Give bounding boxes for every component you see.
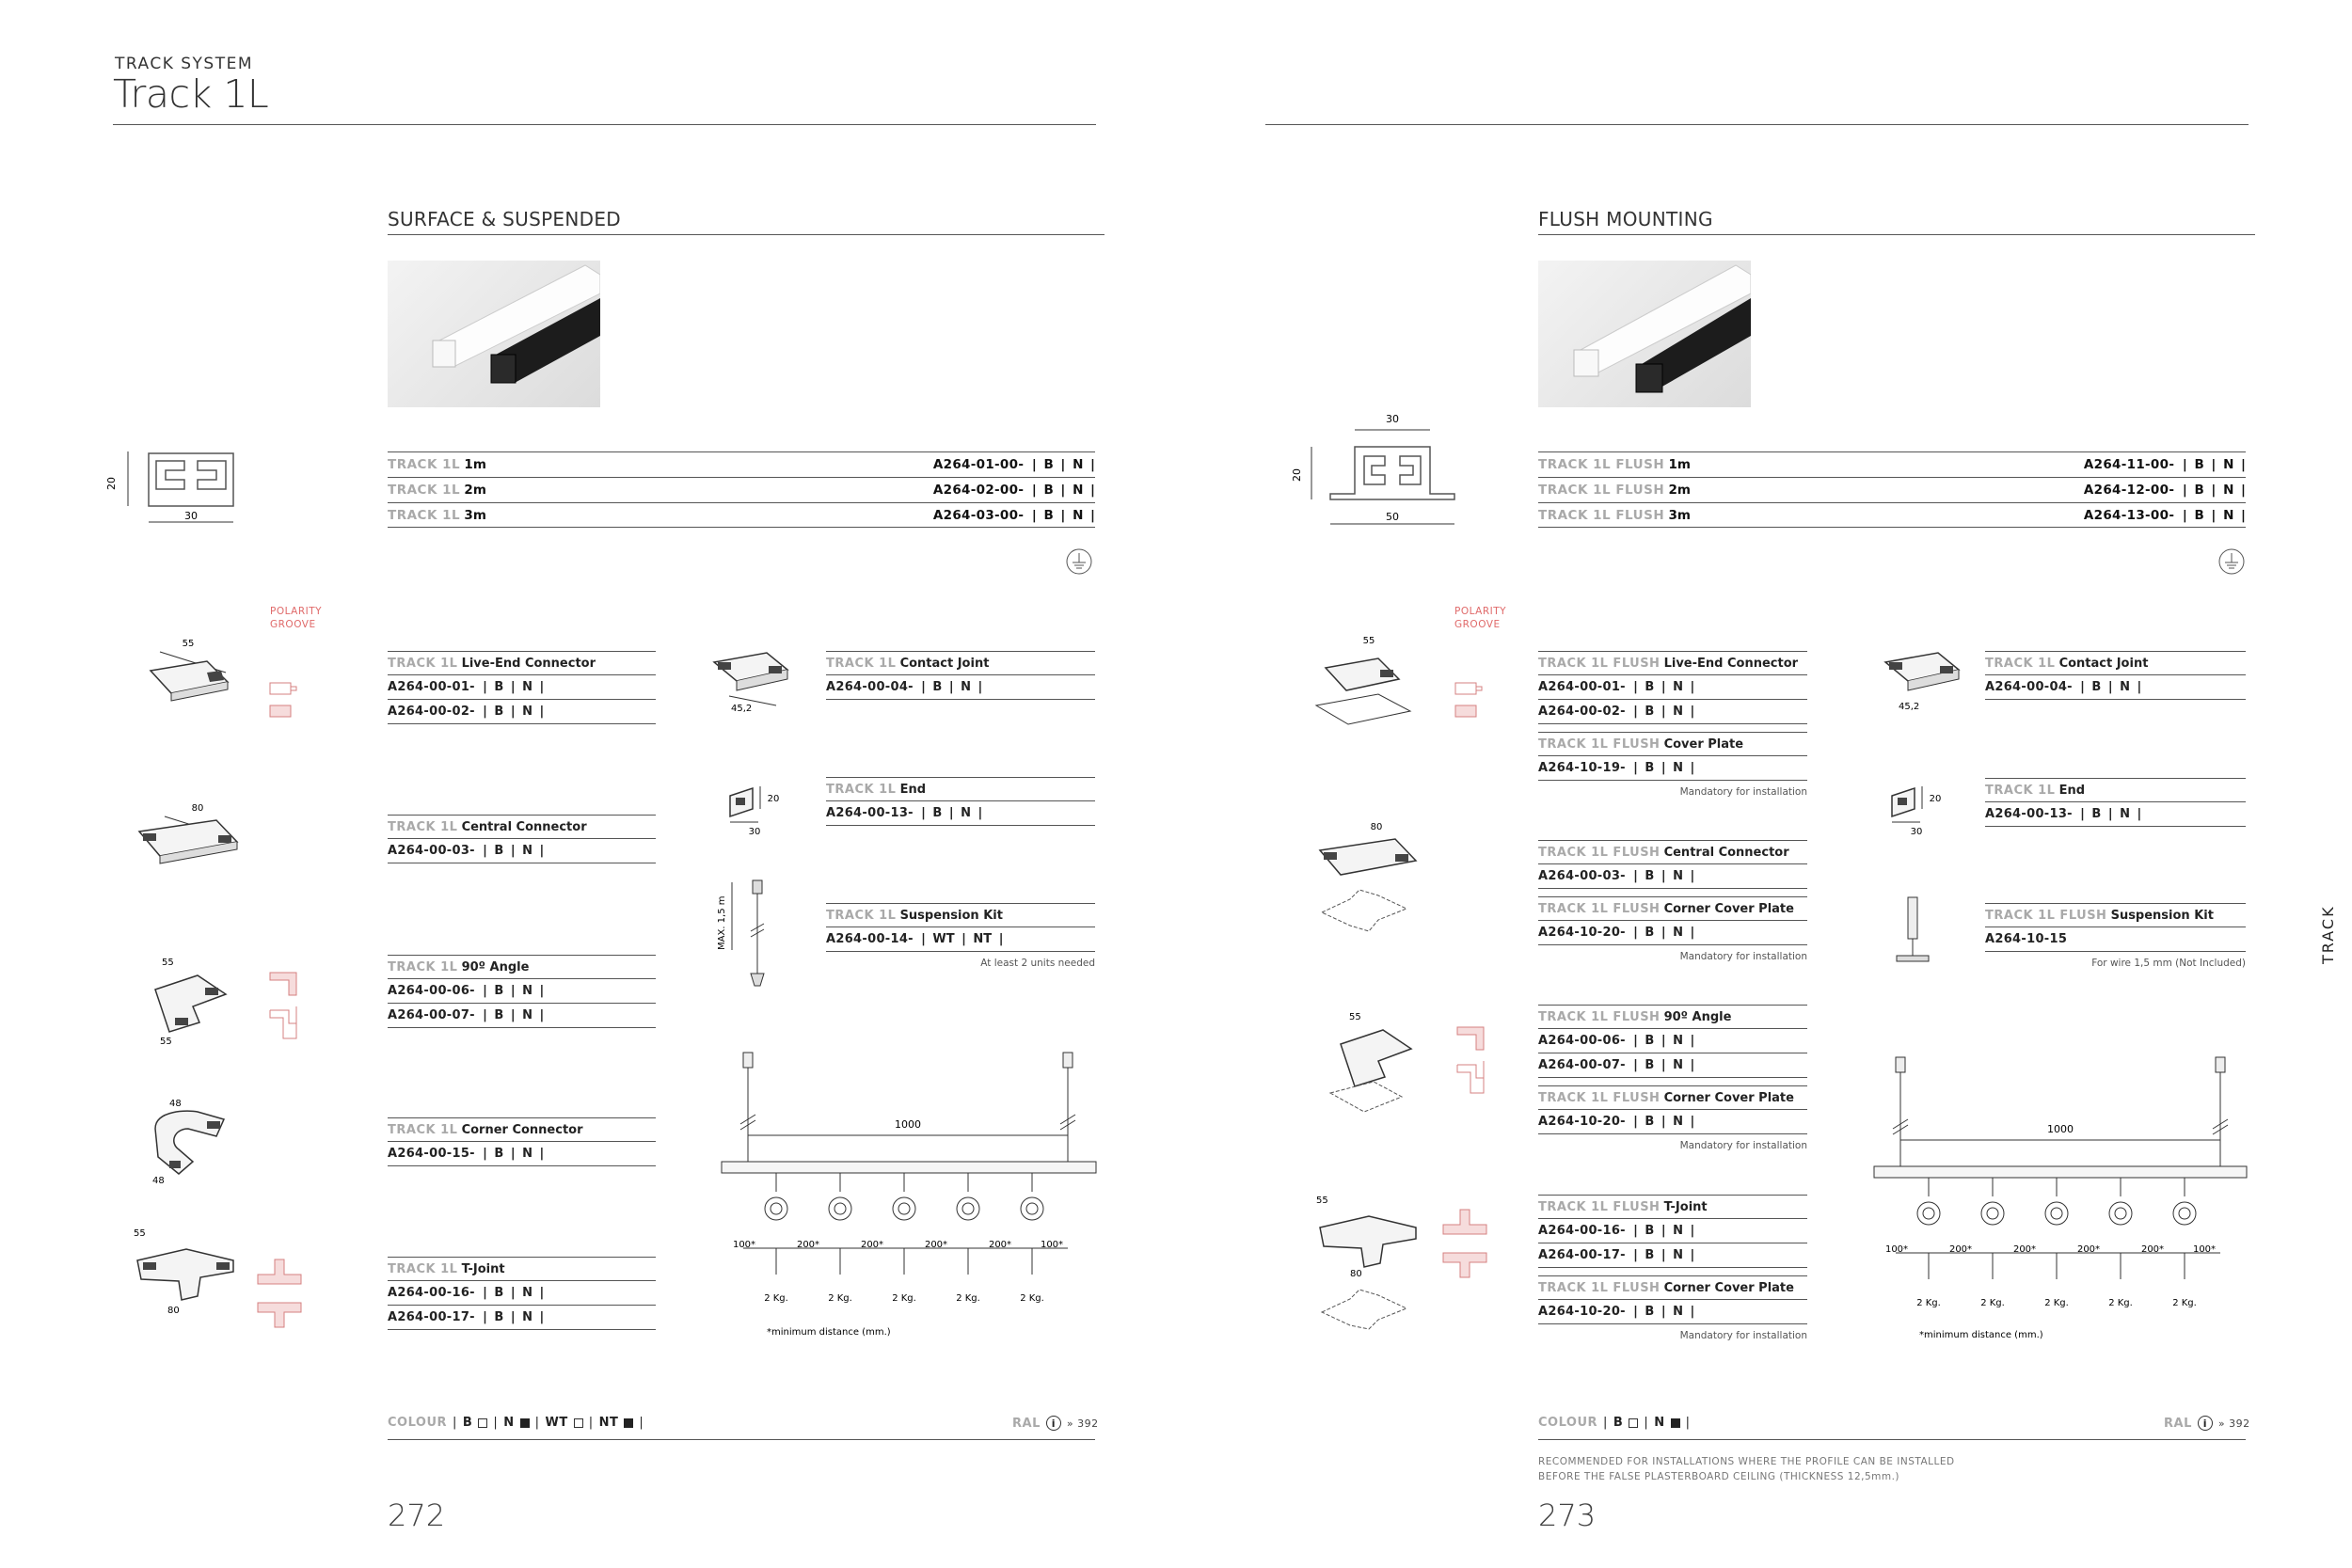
header-rule-left	[113, 124, 1096, 125]
flush-angle-90-drawing	[1327, 1006, 1425, 1119]
t-joint-polarity-icon	[1439, 1206, 1496, 1281]
flush-recommendation-note: RECOMMENDED FOR INSTALLATIONS WHERE THE PROFILE CAN BE INSTALLED BEFORE THE FALSE PLASTERBOARD CEILING (THICKNESS 12,5mm.)	[1538, 1456, 1955, 1482]
table-row: TRACK 1L FLUSH 1m A264-11-00- | B | N |	[1538, 451, 2246, 477]
polarity-groove-label: POLARITY GROOVE	[1454, 606, 1507, 630]
info-icon: i	[2198, 1416, 2213, 1431]
flush-t-joint-drawing	[1312, 1190, 1425, 1331]
svg-text:2 Kg.: 2 Kg.	[764, 1293, 788, 1304]
table-row: TRACK 1L 2m A264-02-00- | B | N |	[388, 477, 1095, 502]
product-photo-flush-track	[1538, 261, 1751, 407]
svg-text:55: 55	[162, 958, 174, 968]
svg-text:2 Kg.: 2 Kg.	[892, 1293, 916, 1304]
contact-joint-group: TRACK 1L Contact Joint A264-00-04- | B | N |	[1985, 651, 2246, 700]
svg-text:55: 55	[182, 639, 195, 649]
diagram-note: *minimum distance (mm.)	[767, 1327, 891, 1338]
table-row: TRACK 1L FLUSH 2m A264-12-00- | B | N |	[1538, 477, 2246, 502]
earth-ground-icon	[2217, 547, 2246, 576]
corner-connector-group: TRACK 1L Corner Connector A264-00-15- | B | N |	[388, 1117, 656, 1166]
flush-t-joint-group: TRACK 1L FLUSH T-Joint A264-00-16- | B | N | A264-00-17- | B | N |	[1538, 1195, 1807, 1268]
page-supertitle: TRACK SYSTEM	[115, 55, 254, 73]
end-cap-group: TRACK 1L End A264-00-13- | B | N |	[826, 777, 1095, 826]
svg-text:30: 30	[748, 827, 761, 837]
colour-options-left: COLOUR | B | N | WT | NT |	[388, 1416, 644, 1430]
side-tab-track[interactable]: TRACK	[2319, 905, 2337, 964]
svg-text:55: 55	[1362, 636, 1375, 646]
end-cap-drawing	[1886, 781, 1952, 837]
svg-text:80: 80	[167, 1306, 180, 1316]
flush-central-connector-drawing	[1312, 818, 1421, 936]
svg-text:*minimum distance (mm.): *minimum distance (mm.)	[1919, 1330, 2043, 1340]
t-joint-drawing	[130, 1223, 243, 1317]
polarity-groove-label: POLARITY GROOVE	[270, 606, 323, 630]
section-title-flush: FLUSH MOUNTING	[1538, 208, 1713, 230]
contact-joint-drawing	[1882, 649, 1976, 715]
svg-text:55: 55	[160, 1037, 172, 1046]
svg-text:200*: 200*	[2012, 1244, 2037, 1255]
flush-suspension-kit-drawing	[1891, 894, 1938, 969]
diagram-span-label: 1000	[895, 1118, 921, 1131]
table-row: TRACK 1L 3m A264-03-00- | B | N |	[388, 502, 1095, 528]
svg-text:2 Kg.: 2 Kg.	[2172, 1298, 2197, 1308]
svg-text:45,2: 45,2	[1899, 702, 1920, 712]
svg-text:20: 20	[1929, 794, 1942, 804]
svg-text:55: 55	[1316, 1196, 1328, 1206]
central-connector-drawing	[132, 800, 245, 875]
svg-text:200*: 200*	[860, 1240, 884, 1250]
section-title-surface: SURFACE & SUSPENDED	[388, 208, 621, 230]
section-rule	[388, 234, 1104, 235]
angle-90-group: TRACK 1L 90º Angle A264-00-06- | B | N | A264-00-07- | B | N |	[388, 955, 656, 1028]
angle-polarity-icon	[266, 969, 304, 1044]
colour-options-right: COLOUR | B | N |	[1538, 1416, 1691, 1430]
t-joint-polarity-icon	[254, 1256, 310, 1331]
flush-track-length-table	[1538, 451, 2246, 528]
flush-corner-cover-plate-group: TRACK 1L FLUSH Corner Cover Plate A264-10-20- | B | N | Mandatory for installation	[1538, 1085, 1807, 1151]
track-profile-drawing	[103, 442, 245, 546]
svg-text:2 Kg.: 2 Kg.	[2108, 1298, 2133, 1308]
svg-text:100*: 100*	[1040, 1240, 1064, 1250]
flush-live-end-drawing	[1312, 632, 1416, 736]
contact-joint-drawing	[710, 649, 804, 715]
table-row: TRACK 1L 1m A264-01-00- | B | N |	[388, 451, 1095, 477]
svg-text:200*: 200*	[1948, 1244, 1973, 1255]
info-icon: i	[1046, 1416, 1061, 1431]
suspension-kit-drawing	[715, 875, 781, 997]
polarity-groove-icon	[1454, 679, 1486, 721]
corner-connector-drawing	[141, 1091, 235, 1185]
ral-reference-right: RAL i » 392	[2164, 1416, 2250, 1431]
profile-height-label: 20	[105, 477, 118, 490]
svg-text:MAX. 1,5 m: MAX. 1,5 m	[717, 895, 727, 950]
svg-text:100*: 100*	[2192, 1244, 2217, 1255]
svg-text:30: 30	[1910, 827, 1923, 837]
flush-profile-drawing	[1289, 409, 1468, 536]
polarity-groove-icon	[268, 679, 301, 721]
svg-text:55: 55	[134, 1228, 146, 1239]
section-rule	[1538, 234, 2255, 235]
page-title: Track 1L	[113, 71, 269, 117]
suspension-note: At least 2 units needed	[980, 958, 1095, 969]
table-row: TRACK 1L FLUSH 3m A264-13-00- | B | N |	[1538, 502, 2246, 528]
earth-ground-icon	[1065, 547, 1093, 576]
svg-text:200*: 200*	[924, 1240, 948, 1250]
svg-text:80: 80	[1350, 1269, 1362, 1279]
svg-text:45,2: 45,2	[731, 704, 753, 714]
flush-corner-cover-plate-group: TRACK 1L FLUSH Corner Cover Plate A264-10-20- | B | N | Mandatory for installation	[1538, 1275, 1807, 1341]
installation-diagram-left	[720, 1049, 1101, 1340]
flush-central-connector-group: TRACK 1L FLUSH Central Connector A264-00-03- | B | N |	[1538, 840, 1807, 889]
svg-text:50: 50	[1386, 511, 1399, 523]
svg-text:200*: 200*	[988, 1240, 1012, 1250]
flush-live-end-group: TRACK 1L FLUSH Live-End Connector A264-00-01- | B | N | A264-00-02- | B | N |	[1538, 651, 1807, 724]
svg-text:20: 20	[1291, 468, 1303, 482]
svg-text:100*: 100*	[732, 1240, 756, 1250]
svg-text:200*: 200*	[2076, 1244, 2101, 1255]
colour-rule-right	[1538, 1439, 2246, 1440]
svg-text:48: 48	[152, 1176, 165, 1185]
header-rule-right	[1265, 124, 2249, 125]
svg-text:1000: 1000	[2047, 1123, 2074, 1135]
svg-text:48: 48	[169, 1099, 182, 1109]
page-number-right: 273	[1538, 1497, 1597, 1533]
end-cap-drawing	[724, 781, 790, 837]
live-end-connector-group: TRACK 1L Live-End Connector A264-00-01- | B | N | A264-00-02- | B | N |	[388, 651, 656, 724]
svg-text:80: 80	[191, 803, 204, 814]
svg-text:2 Kg.: 2 Kg.	[828, 1293, 852, 1304]
track-length-table	[388, 451, 1095, 528]
flush-angle-90-group: TRACK 1L FLUSH 90º Angle A264-00-06- | B | N | A264-00-07- | B | N |	[1538, 1005, 1807, 1078]
installation-diagram-right	[1872, 1053, 2249, 1345]
svg-text:80: 80	[1370, 822, 1383, 832]
angle-polarity-icon	[1454, 1023, 1491, 1099]
suspension-kit-group: TRACK 1L Suspension Kit A264-00-14- | WT | NT | At least 2 units needed	[826, 903, 1095, 969]
flush-corner-cover-plate-group: TRACK 1L FLUSH Corner Cover Plate A264-10-20- | B | N | Mandatory for installation	[1538, 896, 1807, 962]
flush-suspension-kit-group: TRACK 1L FLUSH Suspension Kit A264-10-15 For wire 1,5 mm (Not Included)	[1985, 903, 2246, 969]
svg-text:100*: 100*	[1884, 1244, 1909, 1255]
svg-text:200*: 200*	[796, 1240, 820, 1250]
contact-joint-group: TRACK 1L Contact Joint A264-00-04- | B | N |	[826, 651, 1095, 700]
svg-text:2 Kg.: 2 Kg.	[1916, 1298, 1941, 1308]
page-number-left: 272	[388, 1497, 446, 1533]
svg-text:200*: 200*	[2140, 1244, 2165, 1255]
angle-90-drawing	[141, 952, 245, 1046]
end-cap-group: TRACK 1L End A264-00-13- | B | N |	[1985, 778, 2246, 827]
svg-text:2 Kg.: 2 Kg.	[2044, 1298, 2069, 1308]
profile-width-label: 30	[184, 510, 198, 522]
svg-text:55: 55	[1349, 1012, 1361, 1022]
svg-text:20: 20	[767, 794, 780, 804]
ral-reference-left: RAL i » 392	[1012, 1416, 1099, 1431]
svg-text:2 Kg.: 2 Kg.	[1980, 1298, 2005, 1308]
svg-text:2 Kg.: 2 Kg.	[1020, 1293, 1044, 1304]
flush-cover-plate-group: TRACK 1L FLUSH Cover Plate A264-10-19- | B | N | Mandatory for installation	[1538, 732, 1807, 798]
live-end-connector-drawing	[141, 635, 235, 710]
svg-text:2 Kg.: 2 Kg.	[956, 1293, 980, 1304]
colour-rule-left	[388, 1439, 1095, 1440]
product-photo-track	[388, 261, 600, 407]
t-joint-group: TRACK 1L T-Joint A264-00-16- | B | N | A264-00-17- | B | N |	[388, 1257, 656, 1330]
svg-text:30: 30	[1386, 413, 1399, 425]
central-connector-group: TRACK 1L Central Connector A264-00-03- | B | N |	[388, 815, 656, 863]
